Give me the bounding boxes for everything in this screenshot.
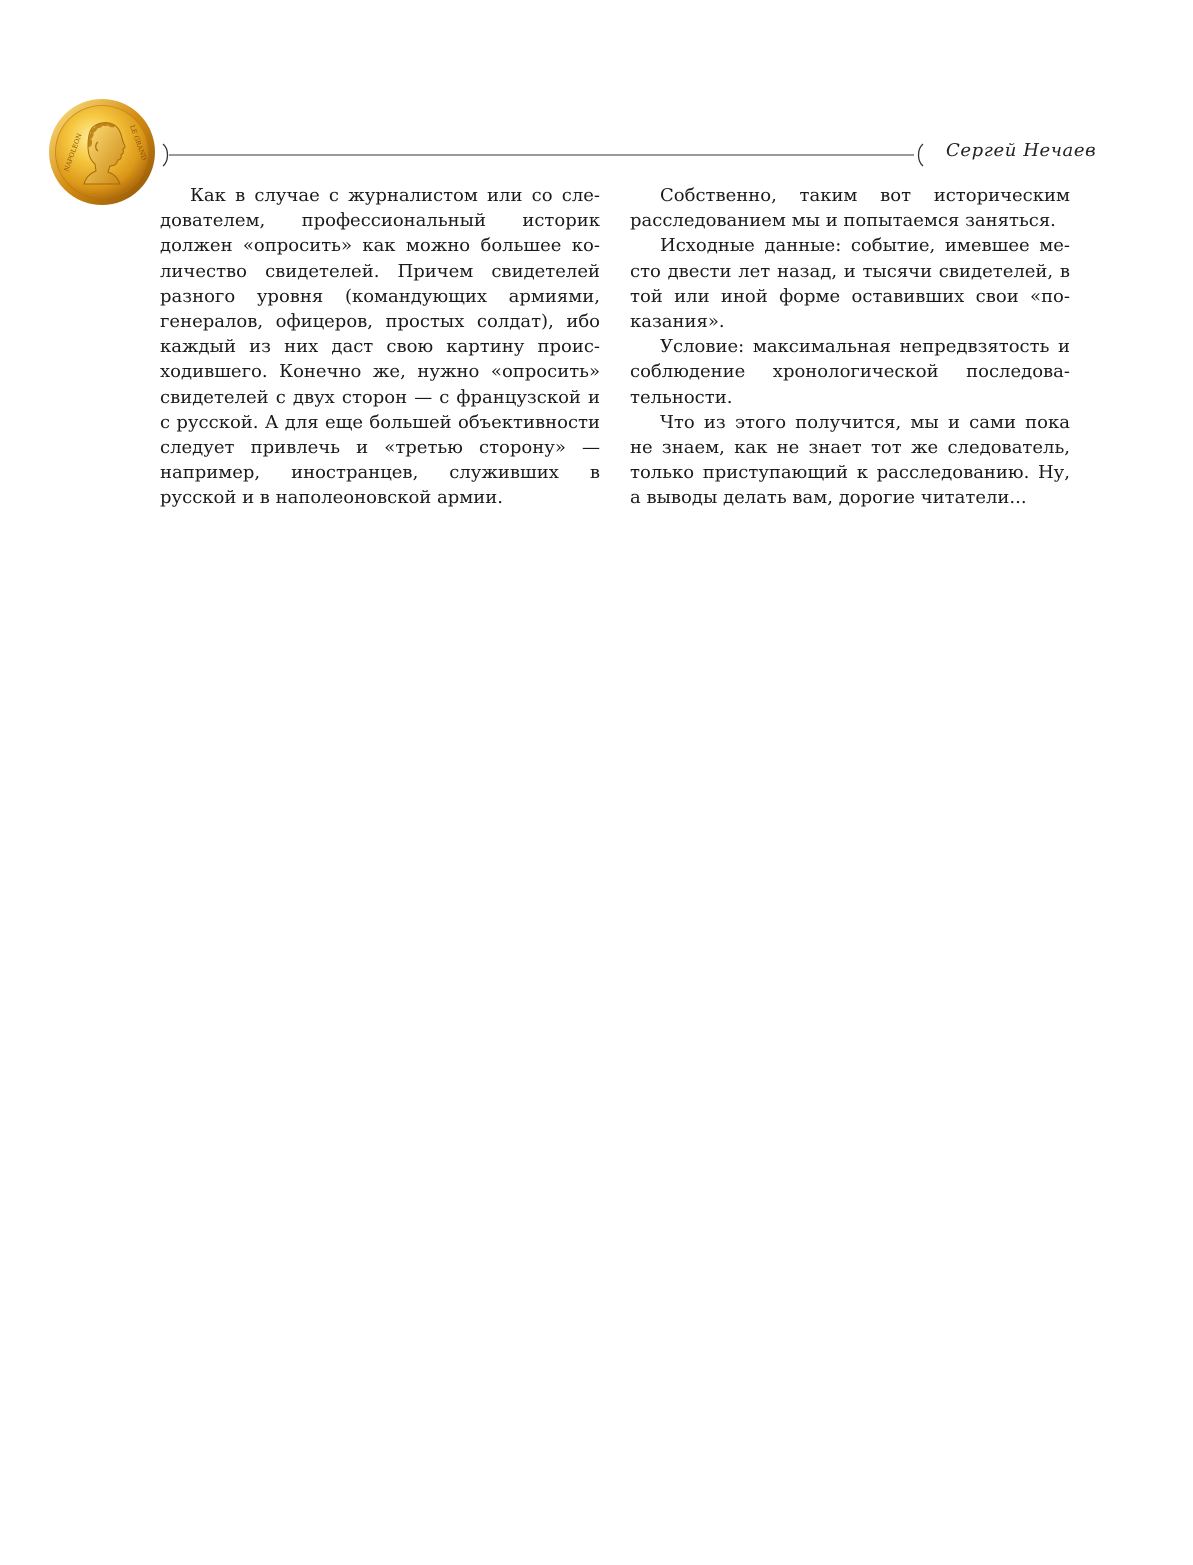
paragraph: Условие: максимальная непредвзятость и соблюдение хронологической последовательности. bbox=[630, 336, 1070, 408]
svg-text:· · · ·: · · · · bbox=[92, 191, 101, 196]
napoleon-medal-image bbox=[48, 98, 156, 206]
paragraph: Что из этого получится, мы и сами пока не знаем, как не знает тот же следователь, только приступающий к расследованию. Ну, а выводы делать вам, дорогие читатели... bbox=[630, 411, 1070, 509]
svg-text:LE GRAND: LE GRAND bbox=[128, 123, 149, 162]
paragraph: Как в случае с журналистом или со следователем, профессиональный историк должен «опросить» как можно большее количество свидетелей. Причем свидетелей разного уровня (командующих армиями, генералов, офицеров, простых солдат), ибо каждый из них даст свою картину происходившего. Конечно же, нужно «опросить» свидетелей с двух сторон — с французской и с русской. А для еще большей объективности следует привлечь и «третью сторону» — например, иностранцев, служивших в русской и в наполеоновской армии. bbox=[160, 185, 600, 509]
paragraph: Собственно, таким вот историческим расследованием мы и попытаемся заняться. bbox=[630, 185, 1070, 232]
paragraph: Исходные данные: событие, имевшее место двести лет назад, и тысячи свидетелей, в той или иной форме оставивших свои «показания». bbox=[630, 235, 1070, 333]
text-column-left bbox=[160, 183, 600, 511]
text-column-right bbox=[630, 183, 1070, 511]
running-head-author: Сергей Нечаев bbox=[946, 140, 1097, 161]
svg-text:NAPOLEON: NAPOLEON bbox=[62, 132, 84, 173]
header-rule bbox=[160, 141, 932, 169]
